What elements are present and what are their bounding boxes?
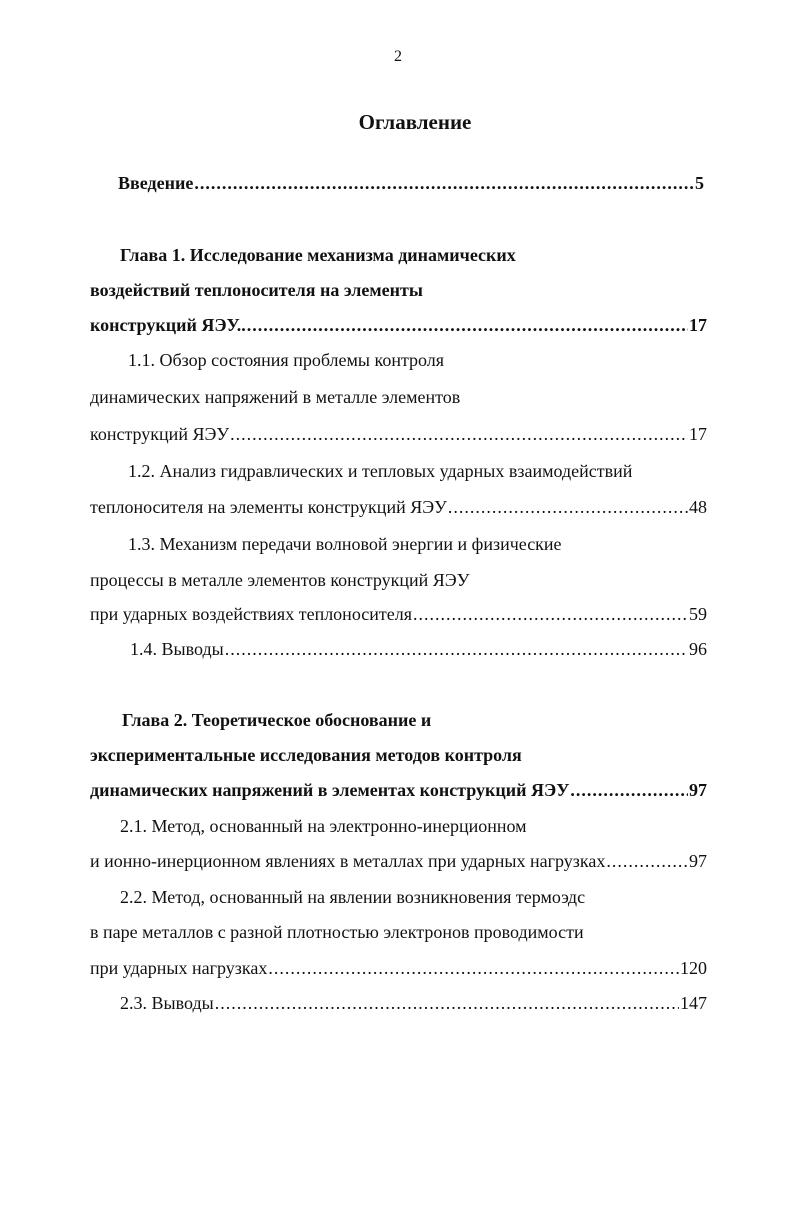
toc-entry-chapter2	[90, 779, 707, 801]
section-1-3-line-1: 1.3. Механизм передачи волновой энергии и физические	[128, 534, 562, 554]
entry-label: 1.4. Выводы	[130, 639, 224, 659]
entry-page: 147	[680, 993, 707, 1013]
entry-label: конструкций ЯЭУ..	[90, 315, 246, 335]
chapter1-heading-line-1: Глава 1. Исследование механизма динамических	[120, 245, 516, 265]
leader-dots	[413, 603, 688, 625]
entry-label: конструкций ЯЭУ	[90, 424, 230, 444]
entry-label: при ударных нагрузках	[90, 958, 268, 978]
entry-label: и ионно-инерционном явлениях в металлах при ударных нагрузках	[90, 851, 606, 871]
chapter2-heading-line-1: Глава 2. Теоретическое обоснование и	[122, 710, 432, 730]
toc-entry-1-3	[90, 603, 707, 625]
leader-dots	[570, 779, 688, 801]
page-number: 2	[394, 48, 402, 65]
entry-page: 96	[689, 639, 707, 659]
entry-page: 97	[689, 780, 707, 800]
chapter1-heading-line-2: воздействий теплоносителя на элементы	[90, 280, 423, 300]
section-1-2-line-1: 1.2. Анализ гидравлических и тепловых ударных взаимодействий	[128, 461, 633, 481]
entry-page: 97	[689, 851, 707, 871]
entry-page: 59	[689, 604, 707, 624]
entry-label: Введение	[118, 173, 194, 193]
leader-dots	[194, 172, 694, 194]
entry-label: 2.3. Выводы	[120, 993, 214, 1013]
toc-entry-1-2	[90, 496, 707, 518]
leader-dots	[225, 638, 688, 660]
toc-entry-2-1	[90, 850, 707, 872]
leader-dots	[230, 423, 688, 445]
leader-dots	[268, 957, 679, 979]
section-1-1-line-2: динамических напряжений в металле элементов	[90, 387, 461, 407]
section-2-2-line-2: в паре металлов с разной плотностью электронов проводимости	[90, 922, 584, 942]
entry-page: 48	[689, 497, 707, 517]
leader-dots	[606, 850, 688, 872]
entry-page: 120	[680, 958, 707, 978]
leader-dots	[448, 496, 688, 518]
section-1-1-line-1: 1.1. Обзор состояния проблемы контроля	[128, 350, 445, 370]
section-2-2-line-1: 2.2. Метод, основанный на явлении возникновения термоэдс	[120, 887, 586, 907]
entry-label: теплоносителя на элементы конструкций ЯЭУ	[90, 497, 447, 517]
leader-dots	[247, 314, 688, 336]
toc-entry-2-3	[120, 992, 707, 1014]
entry-page: 5	[695, 173, 704, 193]
chapter2-heading-line-2: экспериментальные исследования методов контроля	[90, 745, 522, 765]
entry-label: динамических напряжений в элементах конструкций ЯЭУ	[90, 780, 570, 800]
toc-entry-intro	[118, 172, 704, 194]
leader-dots	[215, 992, 679, 1014]
toc-entry-1-1	[90, 423, 707, 445]
toc-entry-chapter1	[90, 314, 707, 336]
toc-title: Оглавление	[358, 110, 472, 134]
entry-label: при ударных воздействиях теплоносителя	[90, 604, 413, 624]
section-1-3-line-2: процессы в металле элементов конструкций ЯЭУ	[90, 570, 470, 590]
entry-page: 17	[689, 315, 707, 335]
section-2-1-line-1: 2.1. Метод, основанный на электронно-инерционном	[120, 816, 527, 836]
entry-page: 17	[689, 424, 707, 444]
toc-entry-1-4	[130, 638, 707, 660]
toc-entry-2-2	[90, 957, 707, 979]
